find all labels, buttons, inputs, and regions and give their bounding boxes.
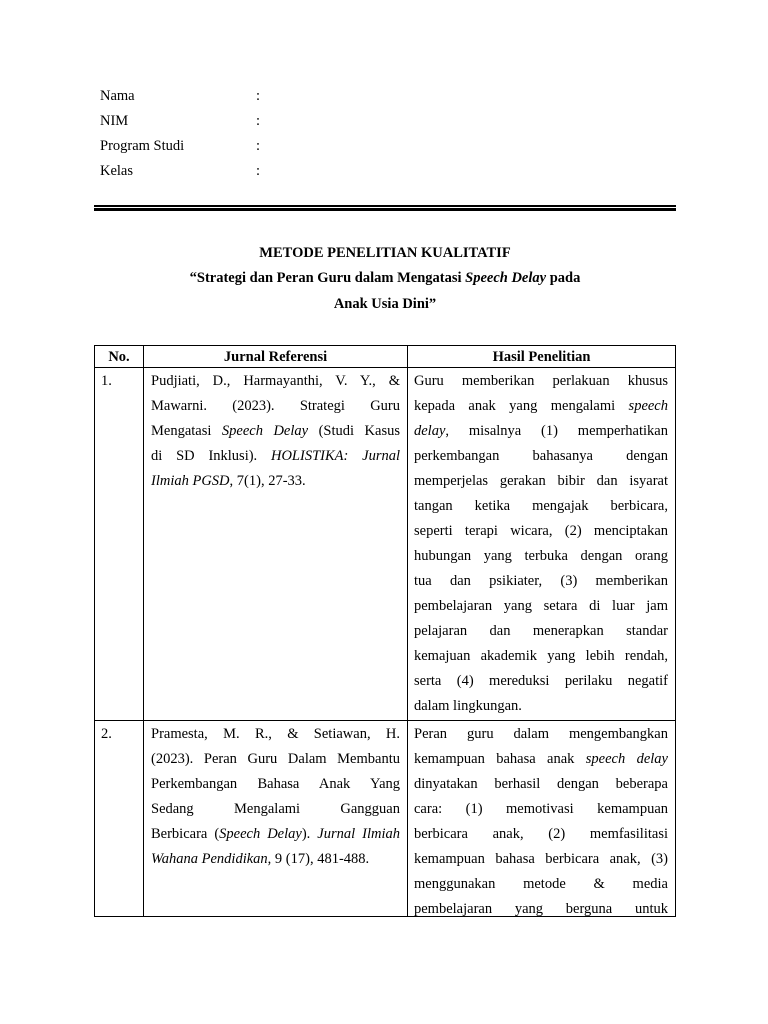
table-header-jurnal: Jurnal Referensi: [223, 349, 328, 365]
line-text: dinyatakan berhasil dengan beberapa: [414, 776, 668, 792]
line-text: berbicara anak, (2) memfasilitasi: [414, 826, 668, 842]
hasil-line: [414, 594, 668, 619]
italic-text: HOLISTIKA: Jurnal: [270, 448, 400, 464]
line-text: perkembangan bahasanya dengan: [414, 448, 668, 464]
line-text: menggunakan metode & media: [414, 876, 668, 892]
jurnal-line: [151, 444, 400, 469]
line-text: tangan ketika mengajak berbicara,: [414, 498, 668, 514]
line-text: serta (4) mereduksi perilaku negatif: [414, 673, 668, 689]
hasil-line: [414, 569, 668, 594]
hasil-line: [414, 419, 668, 444]
italic-text: speech: [628, 398, 668, 414]
table-column-divider: [143, 346, 144, 916]
line-text: (2023). Peran Guru Dalam Membantu: [151, 751, 400, 767]
jurnal-line: [151, 722, 400, 747]
table-header-no: No.: [108, 349, 130, 365]
line-text: Mawarni. (2023). Strategi Guru: [151, 398, 400, 414]
document-title: METODE PENELITIAN KUALITATIF: [259, 245, 511, 261]
hasil-line: [414, 897, 668, 922]
hasil-line: [414, 394, 668, 419]
line-text: dalam lingkungan.: [414, 698, 522, 714]
hasil-line: [414, 772, 668, 797]
table-row-divider: [95, 720, 675, 721]
identity-label: Nama: [100, 88, 135, 104]
hasil-line: [414, 469, 668, 494]
identity-label: Program Studi: [100, 138, 185, 154]
line-text: hubungan yang terbuka dengan orang: [414, 548, 668, 564]
line-text: Pudjiati, D., Harmayanthi, V. Y., &: [151, 373, 400, 389]
hasil-line: [414, 369, 668, 394]
italic-text: delay: [414, 423, 446, 439]
line-text: Mengatasi: [151, 423, 222, 439]
hasil-line: [414, 619, 668, 644]
italic-text: Speech Delay: [221, 423, 309, 439]
italic-text: Speech Delay: [219, 826, 302, 842]
line-text: kemajuan akademik yang lebih rendah,: [414, 648, 668, 664]
identity-colon: :: [256, 138, 261, 154]
identity-colon: :: [256, 113, 261, 129]
line-text: pembelajaran yang berguna untuk: [414, 901, 668, 917]
hasil-line: [414, 444, 668, 469]
line-text: kemampuan bahasa anak: [414, 751, 586, 767]
hasil-line: [414, 644, 668, 669]
jurnal-line: [151, 747, 400, 772]
subtitle-italic-term: Speech Delay: [465, 270, 547, 286]
line-text: seperti terapi wicara, (2) menciptakan: [414, 523, 668, 539]
identity-label: Kelas: [100, 163, 134, 179]
subtitle-text: “Strategi dan Peran Guru dalam Mengatasi: [189, 270, 466, 286]
row-number: 2.: [101, 726, 112, 742]
line-text: tua dan psikiater, (3) memberikan: [414, 573, 668, 589]
line-text: , misalnya (1) memperhatikan: [445, 423, 668, 439]
jurnal-line: [151, 394, 400, 419]
hasil-line: [414, 694, 668, 719]
hasil-line: [414, 747, 668, 772]
hasil-line: [414, 722, 668, 747]
document-subtitle-line-2: Anak Usia Dini”: [333, 296, 437, 312]
identity-label: NIM: [100, 113, 129, 129]
document-subtitle-line-1: [94, 268, 676, 288]
line-text: Pramesta, M. R., & Setiawan, H.: [151, 726, 400, 742]
subtitle-text: pada: [546, 270, 581, 286]
line-text: Perkembangan Bahasa Anak Yang: [151, 776, 400, 792]
hasil-line: [414, 544, 668, 569]
hasil-line: [414, 494, 668, 519]
line-text: Berbicara (: [151, 826, 220, 842]
row-number: 1.: [101, 373, 112, 389]
jurnal-line: [151, 797, 400, 822]
line-text: pembelajaran yang setara di luar jam: [414, 598, 668, 614]
line-text: (Studi Kasus: [308, 423, 400, 439]
hasil-line: [414, 519, 668, 544]
hasil-line: [414, 822, 668, 847]
line-text: kemampuan bahasa berbicara anak, (3): [414, 851, 668, 867]
jurnal-line: [151, 847, 400, 872]
jurnal-line: [151, 772, 400, 797]
table-column-divider: [407, 346, 408, 916]
literature-table: [94, 345, 676, 917]
line-text: Guru memberikan perlakuan khusus: [414, 373, 668, 389]
italic-text: Jurnal Ilmiah: [317, 826, 400, 842]
identity-colon: :: [256, 163, 261, 179]
line-text: cara: (1) memotivasi kemampuan: [414, 801, 668, 817]
line-text: pelajaran dan menerapkan standar: [414, 623, 668, 639]
hasil-line: [414, 797, 668, 822]
jurnal-line: [151, 419, 400, 444]
line-text: , 7(1), 27-33.: [229, 473, 306, 489]
line-text: , 9 (17), 481-488.: [267, 851, 370, 867]
italic-text: speech delay: [585, 751, 668, 767]
line-text: di SD Inklusi).: [151, 448, 271, 464]
hasil-line: [414, 847, 668, 872]
hasil-line: [414, 872, 668, 897]
separator-rule-thick: [94, 208, 676, 211]
jurnal-line: [151, 822, 400, 847]
separator-rule-thin: [94, 205, 676, 207]
jurnal-line: [151, 469, 400, 494]
line-text: Sedang Mengalami Gangguan: [151, 801, 400, 817]
identity-colon: :: [256, 88, 261, 104]
line-text: Peran guru dalam mengembangkan: [414, 726, 668, 742]
line-text: ).: [301, 826, 318, 842]
line-text: memperjelas gerakan bibir dan isyarat: [414, 473, 668, 489]
line-text: kepada anak yang mengalami: [414, 398, 629, 414]
jurnal-line: [151, 369, 400, 394]
italic-text: Ilmiah PGSD: [151, 473, 230, 489]
table-header-hasil: Hasil Penelitian: [492, 349, 591, 365]
hasil-line: [414, 669, 668, 694]
italic-text: Wahana Pendidikan: [151, 851, 268, 867]
